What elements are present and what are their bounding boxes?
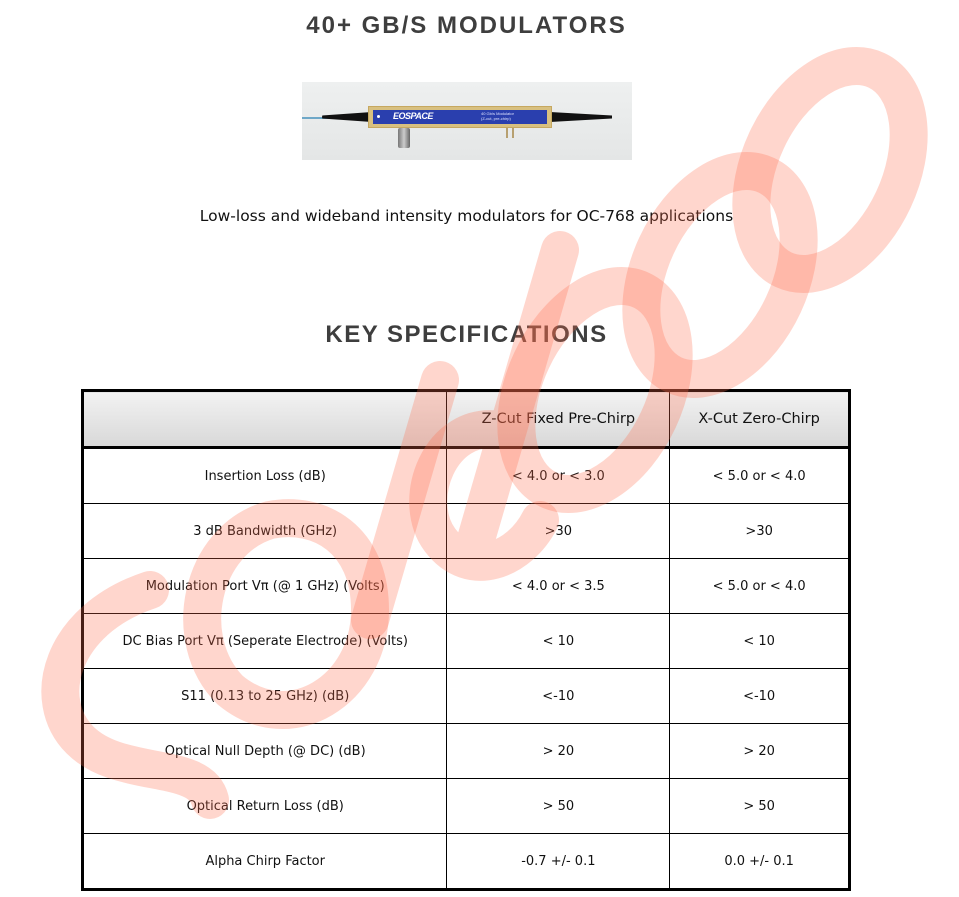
table-row	[83, 724, 850, 779]
xcut-cell: >30	[670, 504, 850, 559]
product-subtitle: Low-loss and wideband intensity modulators for OC-768 applications	[199, 207, 734, 225]
bias-pin	[512, 128, 514, 138]
zcut-cell: -0.7 +/- 0.1	[447, 834, 670, 890]
section-title: KEY SPECIFICATIONS	[325, 321, 608, 348]
param-cell: 3 dB Bandwidth (GHz)	[83, 504, 447, 559]
zcut-cell: > 20	[447, 724, 670, 779]
rf-connector	[398, 128, 410, 148]
modulator-housing	[368, 106, 552, 128]
page-title: 40+ GB/S MODULATORS	[306, 12, 627, 39]
zcut-cell: <-10	[447, 669, 670, 724]
zcut-cell: < 4.0 or < 3.5	[447, 559, 670, 614]
fiber-boot-right	[550, 112, 612, 122]
zcut-cell: < 10	[447, 614, 670, 669]
param-cell: Optical Null Depth (@ DC) (dB)	[83, 724, 447, 779]
xcut-cell: < 5.0 or < 4.0	[670, 448, 850, 504]
label-line: (Z-cut, pre-chirp)	[481, 116, 511, 121]
param-cell: Optical Return Loss (dB)	[83, 779, 447, 834]
param-cell: Insertion Loss (dB)	[83, 448, 447, 504]
header-zcut: Z-Cut Fixed Pre-Chirp	[447, 391, 670, 448]
table-row	[83, 504, 850, 559]
param-cell: S11 (0.13 to 25 GHz) (dB)	[83, 669, 447, 724]
label-text	[481, 111, 514, 121]
xcut-cell: < 10	[670, 614, 850, 669]
table-row	[83, 559, 850, 614]
zcut-cell: > 50	[447, 779, 670, 834]
param-cell: DC Bias Port Vπ (Seperate Electrode) (Volts)	[83, 614, 447, 669]
header-param	[83, 391, 447, 448]
brand-logo: EOSPACE	[393, 111, 433, 121]
xcut-cell: < 5.0 or < 4.0	[670, 559, 850, 614]
watermark-letter-o	[720, 41, 940, 300]
label-dot	[377, 115, 380, 118]
table-row	[83, 669, 850, 724]
bias-pin	[506, 128, 508, 138]
xcut-cell: > 20	[670, 724, 850, 779]
specs-table	[81, 389, 851, 891]
product-image	[302, 82, 632, 160]
xcut-cell: > 50	[670, 779, 850, 834]
zcut-cell: < 4.0 or < 3.0	[447, 448, 670, 504]
watermark-letter-o	[610, 146, 830, 405]
table-row	[83, 779, 850, 834]
zcut-cell: >30	[447, 504, 670, 559]
table-row	[83, 448, 850, 504]
table-row	[83, 834, 850, 890]
table-header-row	[83, 391, 850, 448]
product-label	[373, 110, 547, 124]
label-line: 40 Gb/s Modulator	[481, 111, 514, 116]
param-cell: Alpha Chirp Factor	[83, 834, 447, 890]
header-xcut: X-Cut Zero-Chirp	[670, 391, 850, 448]
xcut-cell: <-10	[670, 669, 850, 724]
fiber-boot-left	[322, 112, 372, 122]
param-cell: Modulation Port Vπ (@ 1 GHz) (Volts)	[83, 559, 447, 614]
xcut-cell: 0.0 +/- 0.1	[670, 834, 850, 890]
table-row	[83, 614, 850, 669]
